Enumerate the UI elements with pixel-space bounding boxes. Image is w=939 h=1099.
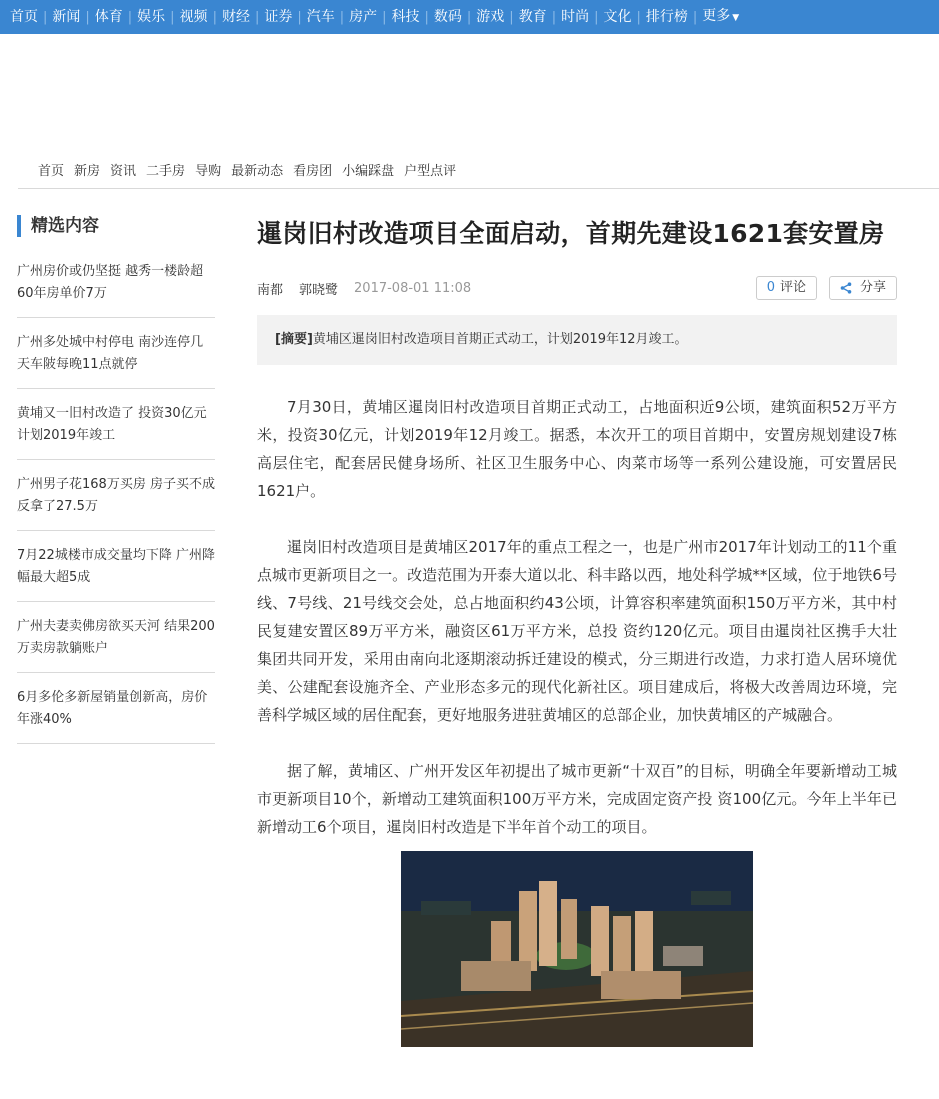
topnav-news[interactable]: 新闻: [52, 9, 81, 25]
sidebar-article-link[interactable]: 7月22城楼市成交量均下降 广州降幅最大超5成: [17, 531, 215, 602]
chevron-down-icon: ▼: [732, 13, 740, 23]
nav-separator: |: [339, 9, 345, 25]
topnav-tech[interactable]: 科技: [391, 9, 420, 25]
nav-separator: |: [212, 9, 217, 25]
topnav-culture[interactable]: 文化: [603, 9, 632, 25]
sidebar-article-link[interactable]: 黄埔又一旧村改造了 投资30亿元计划2019年竣工: [17, 389, 215, 460]
topnav-more[interactable]: [698, 0, 743, 35]
nav-separator: |: [85, 9, 90, 25]
subnav-guide[interactable]: 导购: [195, 163, 222, 179]
subnav-second-hand[interactable]: 二手房: [146, 163, 186, 179]
article-body: [257, 393, 897, 841]
sidebar-article-link[interactable]: 广州男子花168万买房 房子买不成反拿了27.5万: [17, 460, 215, 531]
nav-separator: |: [466, 9, 472, 25]
nav-separator: |: [692, 9, 698, 25]
top-nav: [0, 0, 939, 34]
share-button[interactable]: [829, 276, 897, 300]
article-time: 2017-08-01 11:08: [354, 280, 472, 296]
subnav-tour-group[interactable]: 看房团: [293, 163, 333, 179]
topnav-finance[interactable]: 财经: [221, 9, 250, 25]
sidebar-article-link[interactable]: 广州房价或仍坚挺 越秀一楼龄超60年房单价7万: [17, 247, 215, 318]
sub-nav: [18, 150, 939, 189]
share-icon: [840, 282, 852, 294]
topnav-ranking[interactable]: 排行榜: [645, 9, 688, 25]
article-author: 郭晓鹭: [299, 282, 339, 298]
nav-separator: |: [254, 9, 260, 25]
nav-separator: |: [551, 9, 557, 25]
sidebar-article-link[interactable]: 广州多处城中村停电 南沙连停几天车陂每晚11点就停: [17, 318, 215, 389]
topnav-games[interactable]: 游戏: [476, 9, 505, 25]
topnav-education[interactable]: 教育: [518, 9, 547, 25]
sidebar-article-link[interactable]: 广州夫妻卖佛房欲买天河 结果200万卖房款躺账户: [17, 602, 215, 673]
subnav-floorplan-review[interactable]: 户型点评: [404, 163, 457, 179]
aerial-rendering-illustration: [401, 851, 753, 1047]
subnav-news[interactable]: 资讯: [110, 163, 137, 179]
article-meta: [257, 275, 897, 301]
article: [257, 215, 897, 1047]
more-label: 更多: [702, 8, 731, 24]
article-photo: [401, 851, 753, 1047]
topnav-realestate[interactable]: 房产: [349, 9, 378, 25]
nav-separator: |: [594, 9, 599, 25]
topnav-stocks[interactable]: 证券: [264, 9, 293, 25]
article-paragraph: 据了解，黄埔区、广州开发区年初提出了城市更新“十双百”的目标，明确全年要新增动工城市更新项目10个，新增动工建筑面积100万平方米，完成固定资产投 资100亿元。今年上半年已新增动工6个项目，暹岗旧村改造是下半年首个动工的项目。: [257, 762, 897, 836]
article-summary: [257, 315, 897, 365]
topnav-fashion[interactable]: 时尚: [561, 9, 590, 25]
comment-button[interactable]: [756, 276, 817, 300]
article-paragraph: 暹岗旧村改造项目是黄埔区2017年的重点工程之一，也是广州市2017年计划动工的11个重点城市更新项目之一。改造范围为开泰大道以北、科丰路以西，地处科学城**区域，位于地铁6号线、7号线、21号线交会处，总占地面积约43公顷，计算容积率建筑面积150万平方米，其中村民复建安置区89万平方米，融资区61万平方米，总投 资约120亿元。项目由暹岗社区携手大壮集团共同开发，采用由南向北逐期滚动拆迁建设的模式，分三期进行改造，力求打造人居环境优美、公建配套设施齐全、产业形态多元的现代化新社区。项目建成后，将极大改善周边环境，完善科学城区域的居住配套，更好地服务进驻黄埔区的总部企业，加快黄埔区的产城融合。: [257, 538, 897, 724]
topnav-video[interactable]: 视频: [179, 9, 208, 25]
summary-text: 黄埔区暹岗旧村改造项目首期正式动工，计划2019年12月竣工。: [312, 332, 688, 347]
nav-separator: |: [509, 9, 514, 25]
topnav-sports[interactable]: 体育: [94, 9, 123, 25]
topnav-auto[interactable]: 汽车: [306, 9, 335, 25]
nav-separator: |: [297, 9, 302, 25]
subnav-editor-visit[interactable]: 小编踩盘: [342, 163, 395, 179]
article-paragraph: 7月30日，黄埔区暹岗旧村改造项目首期正式动工，占地面积近9公顷，建筑面积52万平方米，投资30亿元，计划2019年12月竣工。据悉，本次开工的项目首期中，安置房规划建设7栋高层住宅，配套居民健身场所、社区卫生服务中心、肉菜市场等一系列公建设施，可安置居民1621户。: [257, 398, 897, 500]
nav-separator: |: [636, 9, 641, 25]
sidebar-article-link[interactable]: 6月多伦多新屋销量创新高，房价年涨40%: [17, 673, 215, 744]
subnav-latest[interactable]: 最新动态: [231, 163, 284, 179]
comment-count: 0: [766, 280, 775, 295]
nav-separator: |: [424, 9, 429, 25]
share-label: 分享: [859, 280, 886, 295]
sidebar-title: 精选内容: [17, 215, 215, 237]
article-title: 暹岗旧村改造项目全面启动，首期先建设1621套安置房: [257, 219, 885, 248]
article-source: 南都: [257, 282, 284, 298]
nav-separator: |: [382, 9, 387, 25]
nav-separator: |: [127, 9, 133, 25]
topnav-entertainment[interactable]: 娱乐: [137, 9, 166, 25]
subnav-new-homes[interactable]: 新房: [74, 163, 101, 179]
nav-separator: |: [170, 9, 175, 25]
topnav-digital[interactable]: 数码: [433, 9, 462, 25]
nav-separator: |: [43, 9, 48, 25]
sidebar: [17, 215, 215, 744]
comment-label: 评论: [779, 280, 806, 295]
subnav-home[interactable]: 首页: [38, 163, 65, 179]
summary-label: [摘要]: [275, 332, 313, 347]
topnav-home[interactable]: 首页: [10, 9, 38, 25]
